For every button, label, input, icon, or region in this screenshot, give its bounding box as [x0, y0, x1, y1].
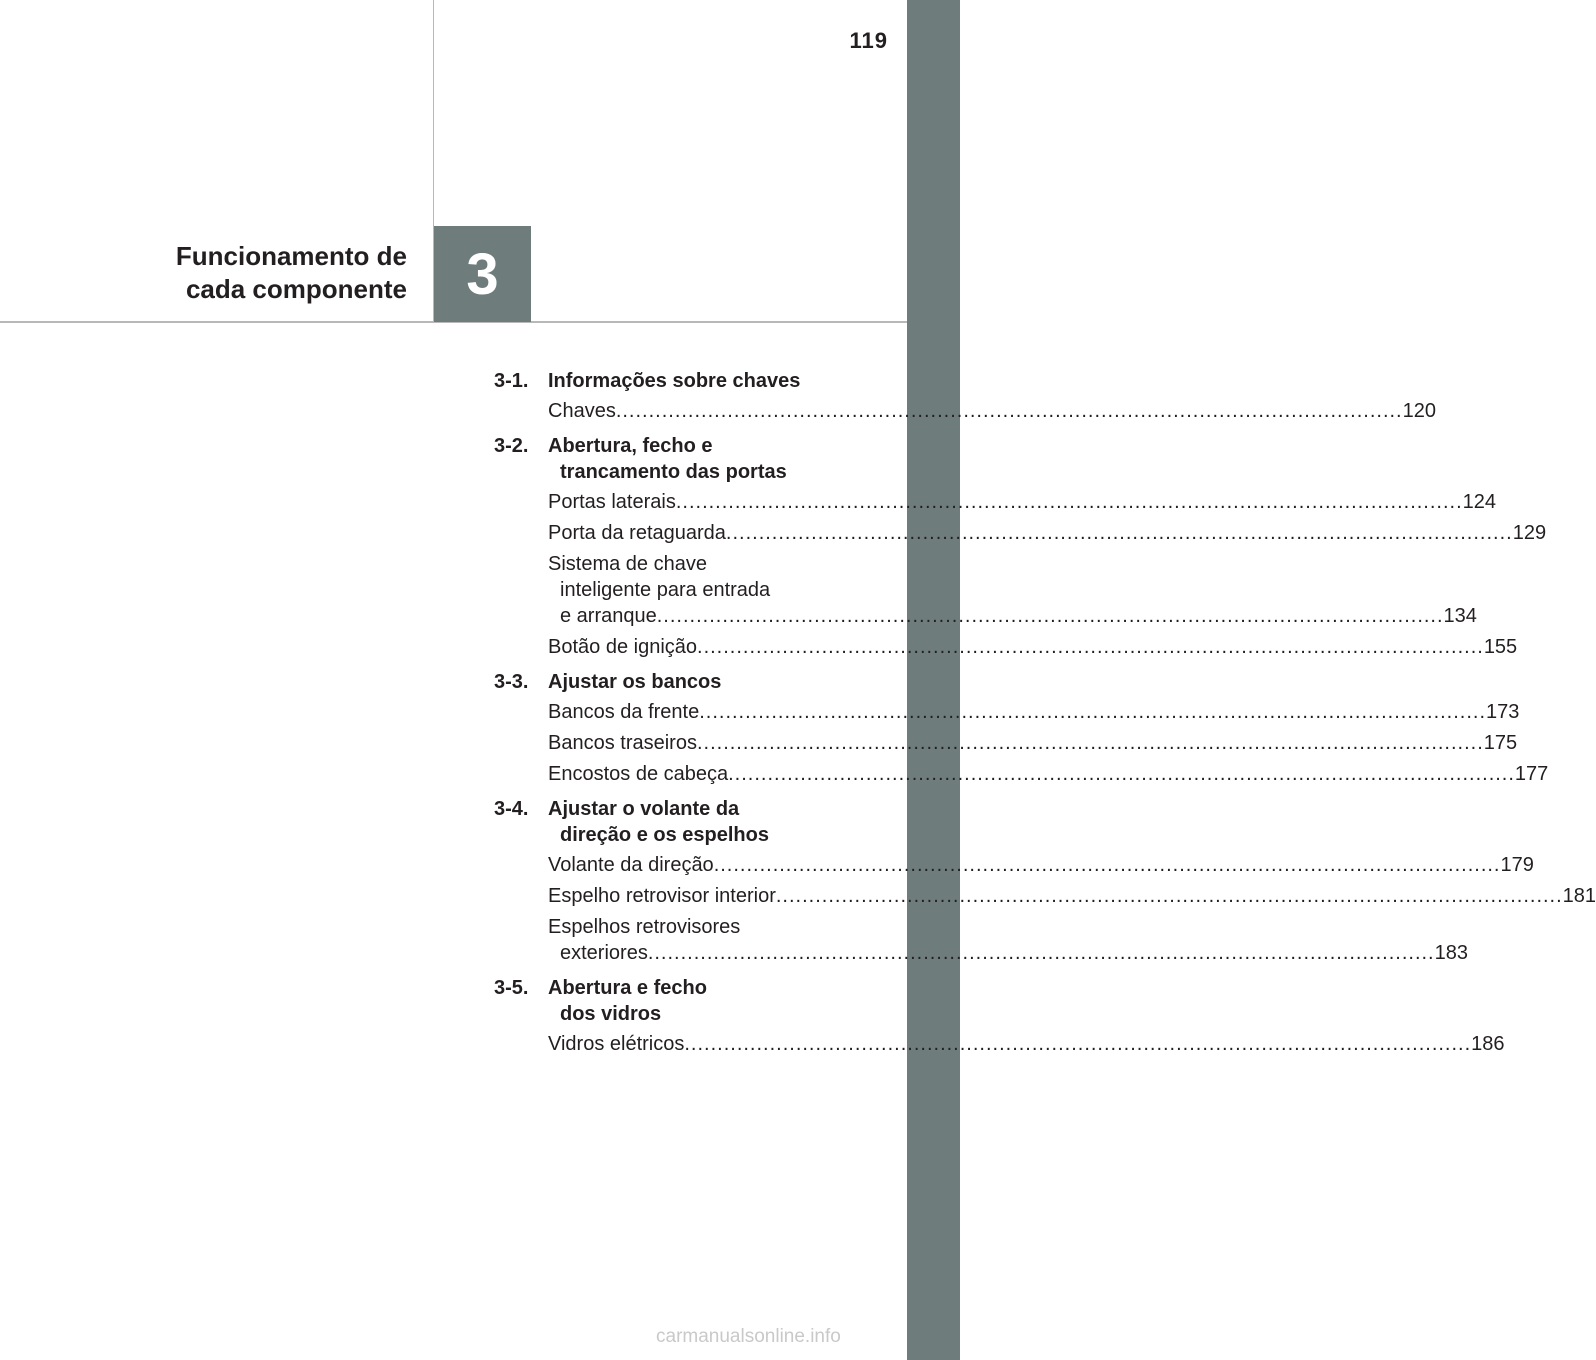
section-title: [548, 975, 846, 1027]
toc-entry-text: Volante da direção: [548, 854, 714, 876]
toc-entry-line: Sistema de chave: [548, 553, 707, 575]
toc-entry-line: [548, 699, 1520, 725]
toc-entry[interactable]: [548, 1031, 1505, 1062]
chapter-title: [27, 240, 407, 306]
toc-entry-line: [548, 883, 1596, 909]
toc-entry-line: [548, 730, 1518, 756]
section-heading: [494, 669, 846, 699]
toc-entry-line: Espelhos retrovisores: [548, 916, 741, 938]
section-heading: [494, 433, 846, 489]
dot-leader: [699, 701, 1486, 723]
section-heading: [494, 975, 846, 1031]
page-number: 119: [849, 28, 888, 53]
toc-section: [494, 433, 1547, 665]
toc-entry-text: Porta da retaguarda: [548, 522, 726, 544]
dot-leader: [657, 605, 1444, 627]
dot-leader: [697, 732, 1484, 754]
toc-page-number: 186: [1471, 1033, 1505, 1055]
toc-entry-text: Vidros elétricos: [548, 1033, 685, 1055]
dot-leader: [728, 763, 1515, 785]
section-title: [548, 796, 846, 848]
section-heading: [494, 368, 846, 398]
toc-entry[interactable]: [548, 489, 1497, 520]
toc-entry-text: e arranque: [560, 605, 657, 627]
section-title-line: Ajustar os bancos: [548, 671, 722, 693]
toc-section: [494, 368, 1436, 429]
toc-entry-text: Encostos de cabeça: [548, 763, 729, 785]
toc-page-number: 175: [1483, 732, 1518, 754]
section-title-line: Abertura, fecho e: [548, 435, 713, 457]
section-number: 3-2.: [494, 435, 529, 457]
section-title-line: Abertura e fecho: [548, 977, 707, 999]
section-title-line: dos vidros: [560, 1003, 662, 1025]
toc-entry-line: [548, 520, 1547, 546]
section-number: 3-1.: [494, 370, 529, 392]
toc-entry-text: Bancos traseiros: [548, 732, 697, 754]
toc-page-number: 179: [1500, 854, 1534, 876]
toc-entry-text: Portas laterais: [548, 491, 676, 513]
toc-entry[interactable]: [548, 520, 1547, 551]
section-title-line: Informações sobre chaves: [548, 370, 801, 392]
toc-page-number: 155: [1483, 636, 1518, 658]
toc-entry[interactable]: [548, 551, 1477, 634]
toc-entry-line: [548, 489, 1497, 515]
toc-entry[interactable]: [548, 634, 1518, 665]
toc-entry[interactable]: [548, 761, 1549, 792]
section-number: 3-4.: [494, 798, 529, 820]
table-of-contents: [494, 368, 1596, 1066]
section-number: 3-5.: [494, 977, 529, 999]
dot-leader: [616, 400, 1403, 422]
toc-entry[interactable]: [548, 699, 1520, 730]
toc-entry-text: exteriores: [560, 942, 648, 964]
dot-leader: [776, 885, 1563, 907]
section-title-line: Ajustar o volante da: [548, 798, 740, 820]
toc-entry-line: [548, 1031, 1505, 1057]
section-title: [548, 669, 846, 695]
toc-entry-line: [548, 852, 1534, 878]
toc-entry[interactable]: [548, 398, 1436, 429]
toc-entry-text: Espelho retrovisor interior: [548, 885, 776, 907]
toc-entry-line: [548, 603, 1477, 629]
toc-entry-line: [548, 398, 1436, 424]
toc-page-number: 177: [1514, 763, 1549, 785]
toc-entry-line: [548, 940, 1468, 966]
watermark: carmanualsonline.info: [656, 1326, 841, 1347]
toc-section: [494, 975, 1505, 1062]
toc-page-number: 181: [1562, 885, 1596, 907]
toc-section: [494, 669, 1549, 792]
toc-entry[interactable]: [548, 852, 1534, 883]
toc-page-number: 129: [1512, 522, 1547, 544]
toc-entry-line: [548, 761, 1549, 787]
dot-leader: [714, 854, 1501, 876]
toc-page-number: 134: [1443, 605, 1477, 627]
toc-page-number: 183: [1434, 942, 1468, 964]
section-title-line: trancamento das portas: [560, 461, 787, 483]
toc-section: [494, 796, 1596, 971]
toc-entry[interactable]: [548, 883, 1596, 914]
chapter-number-box: 3: [434, 226, 531, 322]
toc-entry-text: Botão de ignição: [548, 636, 698, 658]
toc-entry[interactable]: [548, 730, 1518, 761]
section-title-line: direção e os espelhos: [560, 824, 769, 846]
section-number: 3-3.: [494, 671, 529, 693]
chapter-sidebar-tab: [907, 0, 960, 1360]
toc-entry-text: Bancos da frente: [548, 701, 700, 723]
dot-leader: [648, 942, 1435, 964]
dot-leader: [726, 522, 1513, 544]
dot-leader: [697, 636, 1484, 658]
dot-leader: [684, 1033, 1471, 1055]
toc-entry-text: Chaves: [548, 400, 616, 422]
toc-page-number: 124: [1462, 491, 1497, 513]
toc-page-number: 120: [1402, 400, 1436, 422]
toc-page-number: 173: [1486, 701, 1520, 723]
section-heading: [494, 796, 846, 852]
section-title: [548, 433, 846, 485]
toc-entry-line: inteligente para entrada: [560, 579, 771, 601]
toc-entry[interactable]: [548, 914, 1468, 971]
chapter-title-line-1: Funcionamento de: [175, 241, 407, 271]
toc-entry-line: [548, 634, 1518, 660]
dot-leader: [676, 491, 1463, 513]
chapter-title-line-2: cada componente: [185, 274, 407, 304]
section-title: [548, 368, 846, 394]
